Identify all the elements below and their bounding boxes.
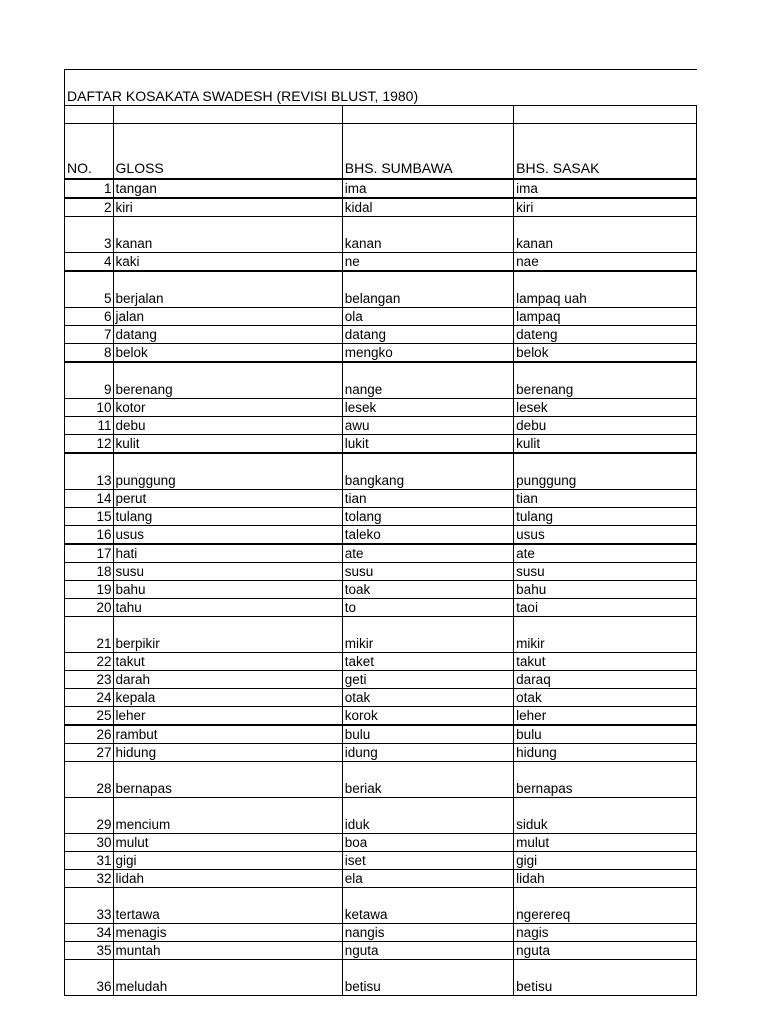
sumbawa-cell: betisu <box>342 960 513 996</box>
table-title: DAFTAR KOSAKATA SWADESH (REVISI BLUST, 1980) <box>65 70 697 106</box>
row-number: 25 <box>65 707 114 726</box>
sasak-cell: nagis <box>514 924 697 942</box>
header-sumbawa: BHS. SUMBAWA <box>342 124 513 180</box>
sumbawa-cell: idung <box>342 744 513 762</box>
table-row <box>65 399 697 417</box>
table-row <box>65 834 697 852</box>
sumbawa-cell: tian <box>342 490 513 508</box>
sasak-cell: debu <box>514 417 697 435</box>
blank-cell <box>113 106 342 124</box>
gloss-cell: susu <box>113 563 342 581</box>
gloss-cell: usus <box>113 526 342 545</box>
table-row <box>65 253 697 272</box>
gloss-cell: gigi <box>113 852 342 870</box>
table-row <box>65 707 697 726</box>
gloss-cell: mencium <box>113 798 342 834</box>
row-number: 24 <box>65 689 114 707</box>
gloss-cell: takut <box>113 653 342 671</box>
sasak-cell: kiri <box>514 198 697 217</box>
row-number: 32 <box>65 870 114 888</box>
blank-cell <box>514 106 697 124</box>
sumbawa-cell: ne <box>342 253 513 272</box>
row-number: 36 <box>65 960 114 996</box>
sumbawa-cell: kidal <box>342 198 513 217</box>
sumbawa-cell: ima <box>342 179 513 198</box>
gloss-cell: menagis <box>113 924 342 942</box>
row-number: 10 <box>65 399 114 417</box>
sumbawa-cell: ate <box>342 544 513 563</box>
sasak-cell: usus <box>514 526 697 545</box>
sasak-cell: mulut <box>514 834 697 852</box>
gloss-cell: perut <box>113 490 342 508</box>
sasak-cell: kulit <box>514 435 697 454</box>
table-row <box>65 888 697 924</box>
table-row <box>65 924 697 942</box>
table-row <box>65 960 697 996</box>
sasak-cell: lesek <box>514 399 697 417</box>
row-number: 5 <box>65 271 114 308</box>
sasak-cell: hidung <box>514 744 697 762</box>
gloss-cell: berjalan <box>113 271 342 308</box>
gloss-cell: bahu <box>113 581 342 599</box>
table-row <box>65 179 697 198</box>
sasak-cell: ate <box>514 544 697 563</box>
sumbawa-cell: beriak <box>342 762 513 798</box>
sasak-cell: lampaq <box>514 308 697 326</box>
sasak-cell: otak <box>514 689 697 707</box>
sumbawa-cell: awu <box>342 417 513 435</box>
sumbawa-cell: susu <box>342 563 513 581</box>
sasak-cell: susu <box>514 563 697 581</box>
sasak-cell: ima <box>514 179 697 198</box>
row-number: 33 <box>65 888 114 924</box>
sasak-cell: gigi <box>514 852 697 870</box>
gloss-cell: tahu <box>113 599 342 617</box>
gloss-cell: tertawa <box>113 888 342 924</box>
sumbawa-cell: to <box>342 599 513 617</box>
sumbawa-cell: ketawa <box>342 888 513 924</box>
gloss-cell: tangan <box>113 179 342 198</box>
sumbawa-cell: lesek <box>342 399 513 417</box>
table-row <box>65 942 697 960</box>
table-row <box>65 599 697 617</box>
row-number: 17 <box>65 544 114 563</box>
table-row <box>65 326 697 344</box>
row-number: 14 <box>65 490 114 508</box>
gloss-cell: punggung <box>113 453 342 490</box>
table-row <box>65 653 697 671</box>
swadesh-table <box>64 69 697 996</box>
sasak-cell: tian <box>514 490 697 508</box>
table-row <box>65 689 697 707</box>
sumbawa-cell: nange <box>342 362 513 399</box>
header-sasak: BHS. SASAK <box>514 124 697 180</box>
table-row <box>65 671 697 689</box>
sumbawa-cell: ela <box>342 870 513 888</box>
sumbawa-cell: nangis <box>342 924 513 942</box>
sasak-cell: tulang <box>514 508 697 526</box>
row-number: 26 <box>65 725 114 744</box>
row-number: 30 <box>65 834 114 852</box>
gloss-cell: bernapas <box>113 762 342 798</box>
row-number: 2 <box>65 198 114 217</box>
table-row <box>65 435 697 454</box>
sasak-cell: takut <box>514 653 697 671</box>
row-number: 23 <box>65 671 114 689</box>
row-number: 20 <box>65 599 114 617</box>
table-row <box>65 508 697 526</box>
row-number: 29 <box>65 798 114 834</box>
gloss-cell: berpikir <box>113 617 342 653</box>
table-row <box>65 308 697 326</box>
row-number: 19 <box>65 581 114 599</box>
gloss-cell: kotor <box>113 399 342 417</box>
gloss-cell: kepala <box>113 689 342 707</box>
sasak-cell: leher <box>514 707 697 726</box>
sumbawa-cell: belangan <box>342 271 513 308</box>
sumbawa-cell: geti <box>342 671 513 689</box>
sumbawa-cell: bulu <box>342 725 513 744</box>
sumbawa-cell: toak <box>342 581 513 599</box>
header-gloss: GLOSS <box>113 124 342 180</box>
row-number: 9 <box>65 362 114 399</box>
sumbawa-cell: datang <box>342 326 513 344</box>
row-number: 11 <box>65 417 114 435</box>
table-row <box>65 762 697 798</box>
row-number: 21 <box>65 617 114 653</box>
sasak-cell: bernapas <box>514 762 697 798</box>
sumbawa-cell: iset <box>342 852 513 870</box>
sumbawa-cell: iduk <box>342 798 513 834</box>
header-no: NO. <box>65 124 114 180</box>
sumbawa-cell: tolang <box>342 508 513 526</box>
gloss-cell: darah <box>113 671 342 689</box>
sasak-cell: lampaq uah <box>514 271 697 308</box>
sumbawa-cell: taket <box>342 653 513 671</box>
row-number: 34 <box>65 924 114 942</box>
table-row <box>65 798 697 834</box>
blank-cell <box>342 106 513 124</box>
table-row <box>65 362 697 399</box>
table-row <box>65 870 697 888</box>
row-number: 8 <box>65 344 114 363</box>
row-number: 1 <box>65 179 114 198</box>
table-row <box>65 490 697 508</box>
table-row <box>65 744 697 762</box>
sasak-cell: berenang <box>514 362 697 399</box>
sasak-cell: taoi <box>514 599 697 617</box>
gloss-cell: hidung <box>113 744 342 762</box>
table-row <box>65 725 697 744</box>
gloss-cell: kulit <box>113 435 342 454</box>
sumbawa-cell: korok <box>342 707 513 726</box>
gloss-cell: kaki <box>113 253 342 272</box>
sasak-cell: dateng <box>514 326 697 344</box>
sasak-cell: nguta <box>514 942 697 960</box>
sumbawa-cell: bangkang <box>342 453 513 490</box>
row-number: 27 <box>65 744 114 762</box>
header-row <box>65 124 697 180</box>
gloss-cell: kiri <box>113 198 342 217</box>
gloss-cell: berenang <box>113 362 342 399</box>
gloss-cell: belok <box>113 344 342 363</box>
blank-cell <box>65 106 114 124</box>
row-number: 3 <box>65 217 114 253</box>
table-row <box>65 544 697 563</box>
gloss-cell: datang <box>113 326 342 344</box>
row-number: 4 <box>65 253 114 272</box>
row-number: 28 <box>65 762 114 798</box>
sumbawa-cell: mikir <box>342 617 513 653</box>
sasak-cell: belok <box>514 344 697 363</box>
gloss-cell: muntah <box>113 942 342 960</box>
gloss-cell: lidah <box>113 870 342 888</box>
sasak-cell: lidah <box>514 870 697 888</box>
table-row <box>65 217 697 253</box>
gloss-cell: meludah <box>113 960 342 996</box>
sasak-cell: siduk <box>514 798 697 834</box>
sasak-cell: punggung <box>514 453 697 490</box>
row-number: 15 <box>65 508 114 526</box>
spreadsheet-page <box>64 69 697 996</box>
gloss-cell: kanan <box>113 217 342 253</box>
row-number: 31 <box>65 852 114 870</box>
gloss-cell: hati <box>113 544 342 563</box>
row-number: 13 <box>65 453 114 490</box>
table-row <box>65 453 697 490</box>
sasak-cell: daraq <box>514 671 697 689</box>
table-row <box>65 271 697 308</box>
row-number: 35 <box>65 942 114 960</box>
sumbawa-cell: taleko <box>342 526 513 545</box>
table-row <box>65 198 697 217</box>
table-row <box>65 344 697 363</box>
sasak-cell: bahu <box>514 581 697 599</box>
row-number: 7 <box>65 326 114 344</box>
sasak-cell: bulu <box>514 725 697 744</box>
table-row <box>65 852 697 870</box>
sasak-cell: ngerereq <box>514 888 697 924</box>
sasak-cell: betisu <box>514 960 697 996</box>
sasak-cell: kanan <box>514 217 697 253</box>
row-number: 18 <box>65 563 114 581</box>
blank-row <box>65 106 697 124</box>
gloss-cell: debu <box>113 417 342 435</box>
table-row <box>65 581 697 599</box>
sumbawa-cell: mengko <box>342 344 513 363</box>
gloss-cell: tulang <box>113 508 342 526</box>
sumbawa-cell: boa <box>342 834 513 852</box>
table-row <box>65 526 697 545</box>
gloss-cell: jalan <box>113 308 342 326</box>
row-number: 6 <box>65 308 114 326</box>
table-row <box>65 563 697 581</box>
table-row <box>65 617 697 653</box>
row-number: 16 <box>65 526 114 545</box>
sumbawa-cell: nguta <box>342 942 513 960</box>
title-row <box>65 70 697 106</box>
table-row <box>65 417 697 435</box>
row-number: 22 <box>65 653 114 671</box>
sasak-cell: nae <box>514 253 697 272</box>
gloss-cell: rambut <box>113 725 342 744</box>
sumbawa-cell: ola <box>342 308 513 326</box>
sasak-cell: mikir <box>514 617 697 653</box>
sumbawa-cell: otak <box>342 689 513 707</box>
gloss-cell: leher <box>113 707 342 726</box>
sumbawa-cell: kanan <box>342 217 513 253</box>
row-number: 12 <box>65 435 114 454</box>
gloss-cell: mulut <box>113 834 342 852</box>
sumbawa-cell: lukit <box>342 435 513 454</box>
